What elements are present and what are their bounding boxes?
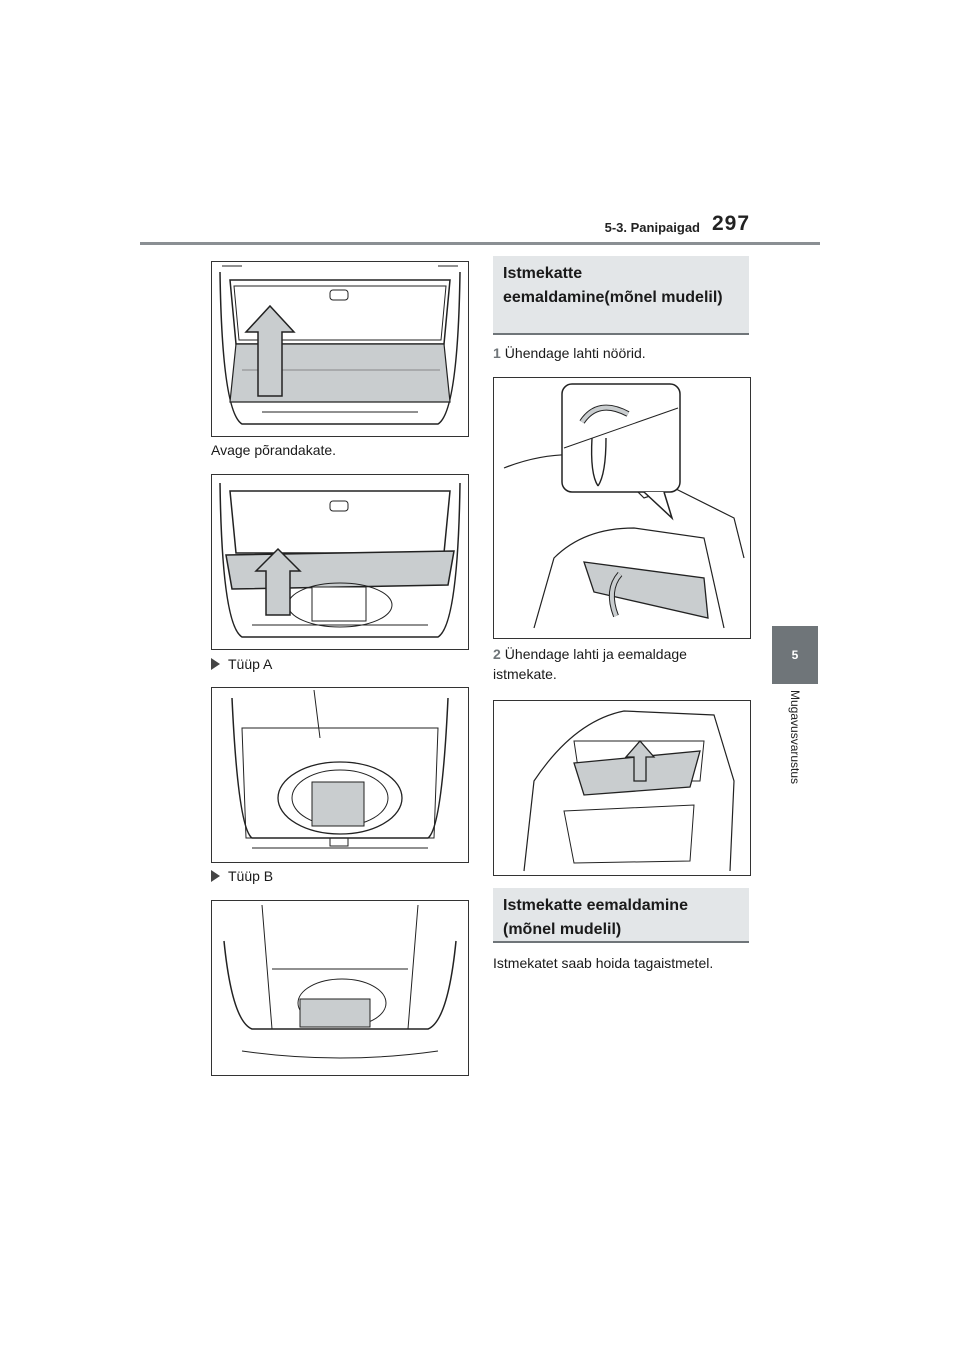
step-1-number: 1 [493,345,501,361]
chapter-label: Mugavusvarustus [788,690,802,785]
bullet-arrow-icon [211,870,220,882]
step-2 [493,644,749,684]
page-number: 297 [712,212,751,235]
section-title: 5-3. Panipaigad [604,220,700,235]
bullet-type-b [211,868,273,884]
chapter-tab: 5 [772,626,818,684]
note-store-seat-cover: Istmekatet saab hoida tagaistmetel. [493,955,714,971]
step-1 [493,343,749,363]
figure-open-floor-cover [211,261,469,437]
bullet-arrow-icon [211,658,220,670]
figure-type-b-storage [211,900,469,1076]
step-2-text: Ühendage lahti ja eemaldage istmekate. [493,646,687,682]
figure-type-a-open [211,474,469,650]
figure-remove-seat-cover [493,700,751,876]
caption-open-floor-cover: Avage põrandakate. [211,442,337,458]
figure-disconnect-cords [493,377,751,639]
type-b-label: Tüüp B [228,868,274,884]
heading-seat-cover-removal-1: Istmekatte eemaldamine(mõnel mudelil) [493,256,749,335]
figure-type-a-storage [211,687,469,863]
heading-seat-cover-removal-2: Istmekatte eemaldamine (mõnel mudelil) [493,888,749,943]
step-1-text: Ühendage lahti nöörid. [504,345,646,361]
type-a-label: Tüüp A [228,656,273,672]
header-rule [140,242,820,245]
step-2-number: 2 [493,646,501,662]
bullet-type-a [211,656,272,672]
